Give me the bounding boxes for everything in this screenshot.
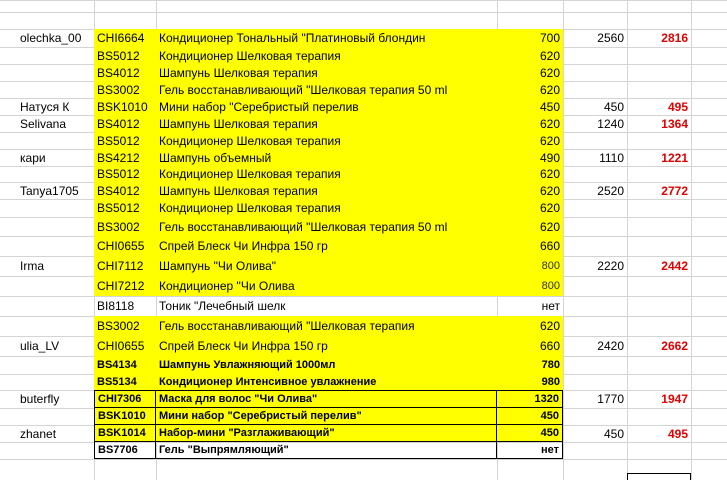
total-cell[interactable]: 1364: [661, 116, 688, 131]
table-row: [0, 199, 727, 217]
product-name-cell[interactable]: Шампунь "Чи Олива": [156, 256, 497, 276]
code-cell[interactable]: BS5012: [94, 47, 156, 64]
code-cell[interactable]: BS3002: [94, 316, 156, 336]
product-name-cell[interactable]: Набор-мини "Разглаживающий": [156, 425, 497, 442]
nick-cell[interactable]: Irma: [20, 259, 44, 273]
code-cell[interactable]: BS5012: [94, 132, 156, 149]
product-name-cell[interactable]: Кондиционер Шелковая терапия: [156, 199, 497, 217]
selected-cell-border: [627, 473, 691, 480]
product-name-cell[interactable]: Шампунь Шелковая терапия: [156, 115, 497, 132]
table-row: [0, 390, 727, 408]
code-cell[interactable]: CHI7306: [94, 390, 156, 408]
sum-cell[interactable]: 1110: [599, 150, 624, 165]
product-name-cell[interactable]: Тоник "Лечебный шелк: [159, 299, 286, 313]
product-name-cell[interactable]: Кондиционер Шелковая терапия: [156, 166, 497, 182]
total-cell[interactable]: 2772: [661, 183, 688, 198]
code-cell[interactable]: CHI0655: [94, 236, 156, 256]
price-cell[interactable]: 980: [497, 374, 563, 390]
table-row: [0, 64, 727, 81]
price-cell[interactable]: 620: [497, 199, 563, 217]
table-row: [0, 29, 727, 47]
product-name-cell[interactable]: Гель "Выпрямляющий": [156, 442, 497, 459]
sum-cell[interactable]: 1240: [597, 116, 624, 131]
price-cell[interactable]: 490: [497, 149, 563, 166]
code-cell[interactable]: BS5012: [94, 166, 156, 182]
total-cell[interactable]: [627, 356, 691, 374]
product-name-cell[interactable]: Шампунь объемный: [156, 149, 497, 166]
table-row: [0, 336, 727, 356]
code-cell[interactable]: BS5012: [94, 199, 156, 217]
code-cell[interactable]: BS5134: [94, 374, 156, 390]
product-name-cell[interactable]: Шампунь Увлажняющий 1000мл: [156, 356, 497, 374]
code-cell[interactable]: BSK1014: [94, 425, 156, 442]
nick-cell[interactable]: [17, 236, 94, 256]
nick-cell[interactable]: buterfly: [20, 392, 60, 406]
price-cell[interactable]: 450: [497, 425, 563, 442]
product-name-cell[interactable]: Кондиционер "Чи Олива: [156, 276, 497, 296]
price-cell[interactable]: 620: [497, 115, 563, 132]
table-row: [0, 316, 727, 336]
product-name-cell[interactable]: Кондиционер Интенсивное увлажнение: [156, 374, 497, 390]
product-name-cell[interactable]: Мини набор "Серебристый перелив: [156, 98, 497, 115]
nick-cell[interactable]: Selivana: [20, 116, 67, 131]
table-row: [0, 47, 727, 64]
product-name-cell[interactable]: Мини набор "Серебристый перелив": [156, 408, 497, 425]
sum-cell[interactable]: 1770: [597, 392, 624, 406]
table-row: [0, 256, 727, 276]
code-cell[interactable]: CHI6664: [94, 29, 156, 47]
price-cell[interactable]: 620: [497, 132, 563, 149]
nick-cell[interactable]: [17, 408, 94, 425]
price-cell[interactable]: 780: [497, 356, 563, 374]
code-cell[interactable]: BS3002: [94, 217, 156, 236]
total-cell[interactable]: [627, 236, 691, 256]
nick-cell[interactable]: [17, 64, 94, 81]
sum-cell[interactable]: 2420: [597, 339, 624, 353]
sum-cell[interactable]: [563, 374, 627, 390]
sum-cell[interactable]: [563, 276, 627, 296]
price-cell[interactable]: 620: [497, 217, 563, 236]
code-cell[interactable]: BS4212: [94, 149, 156, 166]
sum-cell[interactable]: [563, 166, 627, 182]
total-cell[interactable]: [627, 132, 691, 149]
code-cell[interactable]: BSK1010: [94, 98, 156, 115]
total-cell[interactable]: 495: [667, 426, 688, 441]
nick-cell[interactable]: [17, 296, 94, 316]
sum-cell[interactable]: 2560: [597, 31, 624, 45]
sum-cell[interactable]: [563, 217, 627, 236]
nick-cell[interactable]: кари: [20, 150, 46, 165]
price-cell[interactable]: нет: [497, 442, 563, 459]
price-cell[interactable]: 620: [497, 166, 563, 182]
price-cell[interactable]: 660: [497, 336, 563, 356]
table-row: [0, 276, 727, 296]
total-cell[interactable]: 2662: [661, 339, 688, 353]
total-cell[interactable]: [627, 64, 691, 81]
sum-cell[interactable]: [563, 64, 627, 81]
total-cell[interactable]: [627, 374, 691, 390]
code-cell[interactable]: BS4012: [94, 115, 156, 132]
nick-cell[interactable]: [17, 442, 94, 459]
table-row: [0, 296, 727, 316]
price-cell[interactable]: 1320: [497, 390, 563, 408]
table-row: [0, 115, 727, 132]
total-cell[interactable]: [627, 199, 691, 217]
price-cell[interactable]: 620: [497, 182, 563, 199]
price-cell[interactable]: 660: [497, 236, 563, 256]
code-cell[interactable]: BSK1010: [94, 408, 156, 425]
nick-cell[interactable]: zhanet: [20, 426, 57, 441]
price-cell[interactable]: 450: [497, 98, 563, 115]
sum-cell[interactable]: [563, 81, 627, 98]
sum-cell[interactable]: [563, 442, 627, 459]
price-cell[interactable]: 620: [497, 316, 563, 336]
product-name-cell[interactable]: Гель восстанавливающий "Шелковая терапия 50 ml: [156, 217, 497, 236]
product-name-cell[interactable]: Кондиционер Шелковая терапия: [156, 47, 497, 64]
grid-line: [0, 12, 727, 13]
total-cell[interactable]: 1221: [661, 150, 688, 165]
price-cell[interactable]: 450: [497, 408, 563, 425]
nick-cell[interactable]: olechka_00: [20, 31, 82, 45]
total-cell[interactable]: [627, 47, 691, 64]
nick-cell[interactable]: [17, 132, 94, 149]
code-cell[interactable]: BS3002: [94, 81, 156, 98]
sum-cell[interactable]: 2520: [597, 183, 624, 198]
sum-cell[interactable]: 450: [603, 426, 624, 441]
code-cell[interactable]: CHI7112: [94, 256, 156, 276]
table-row: [0, 217, 727, 236]
product-name-cell[interactable]: Маска для волос "Чи Олива": [156, 390, 497, 408]
product-name-cell[interactable]: Гель восстанавливающий "Шелковая терапия: [156, 316, 497, 336]
total-cell[interactable]: [627, 316, 691, 336]
nick-cell[interactable]: [17, 47, 94, 64]
total-cell[interactable]: 495: [667, 99, 688, 114]
code-cell[interactable]: CHI7212: [94, 276, 156, 296]
nick-cell[interactable]: Натуся К: [20, 99, 70, 114]
price-cell[interactable]: 620: [497, 81, 563, 98]
product-name-cell[interactable]: Кондиционер Шелковая терапия: [156, 132, 497, 149]
sum-cell[interactable]: 2220: [597, 259, 624, 273]
total-cell[interactable]: [627, 276, 691, 296]
nick-cell[interactable]: [17, 166, 94, 182]
nick-cell[interactable]: ulia_LV: [20, 339, 60, 353]
product-name-cell[interactable]: Шампунь Шелковая терапия: [156, 182, 497, 199]
total-cell[interactable]: [627, 408, 691, 425]
table-row: [0, 356, 727, 374]
total-cell[interactable]: [627, 81, 691, 98]
total-cell[interactable]: [627, 166, 691, 182]
nick-cell[interactable]: [17, 217, 94, 236]
nick-cell[interactable]: [17, 356, 94, 374]
price-cell[interactable]: 700: [497, 29, 563, 47]
table-row: [0, 149, 727, 166]
sum-cell[interactable]: [563, 47, 627, 64]
total-cell[interactable]: [627, 442, 691, 459]
code-cell[interactable]: BI8118: [97, 299, 135, 313]
sum-cell[interactable]: [563, 199, 627, 217]
nick-cell[interactable]: [17, 374, 94, 390]
total-cell[interactable]: [627, 217, 691, 236]
product-name-cell[interactable]: Шампунь Шелковая терапия: [156, 64, 497, 81]
code-cell[interactable]: BS4012: [94, 64, 156, 81]
table-row: [0, 81, 727, 98]
table-row: [0, 182, 727, 199]
table-row: [0, 132, 727, 149]
sum-cell[interactable]: [563, 408, 627, 425]
code-cell[interactable]: BS4134: [94, 356, 156, 374]
sum-cell[interactable]: [563, 356, 627, 374]
table-row: [0, 166, 727, 182]
price-cell[interactable]: 620: [497, 47, 563, 64]
table-row: [0, 425, 727, 442]
nick-cell[interactable]: [17, 316, 94, 336]
total-cell[interactable]: 2442: [661, 259, 688, 273]
nick-cell[interactable]: Tanya1705: [20, 183, 79, 198]
grid-line: [0, 0, 727, 1]
price-cell[interactable]: 800: [497, 256, 563, 276]
grid-line: [0, 459, 727, 460]
total-cell[interactable]: 1947: [661, 392, 688, 406]
code-cell[interactable]: CHI0655: [94, 336, 156, 356]
product-name-cell[interactable]: Гель восстанавливающий "Шелковая терапия 50 ml: [156, 81, 497, 98]
total-cell[interactable]: [627, 296, 691, 316]
table-row: [0, 236, 727, 256]
nick-cell[interactable]: [17, 276, 94, 296]
table-row: [0, 442, 727, 459]
price-cell[interactable]: 800: [497, 276, 563, 296]
price-cell[interactable]: 620: [497, 64, 563, 81]
product-name-cell[interactable]: Кондиционер Тональный "Платиновый блондин: [156, 29, 497, 47]
table-row: [0, 374, 727, 390]
sum-cell[interactable]: 450: [603, 99, 624, 114]
total-cell[interactable]: 2816: [661, 31, 688, 45]
nick-cell[interactable]: [17, 199, 94, 217]
code-cell[interactable]: BS4012: [94, 182, 156, 199]
table-row: [0, 408, 727, 425]
product-name-cell[interactable]: Спрей Блеск Чи Инфра 150 гр: [156, 336, 497, 356]
code-cell[interactable]: BS7706: [94, 442, 156, 459]
sum-cell[interactable]: [563, 296, 627, 316]
table-row: [0, 98, 727, 115]
sum-cell[interactable]: [563, 132, 627, 149]
nick-cell[interactable]: [17, 81, 94, 98]
sum-cell[interactable]: [563, 236, 627, 256]
price-cell[interactable]: нет: [541, 299, 560, 313]
product-name-cell[interactable]: Спрей Блеск Чи Инфра 150 гр: [156, 236, 497, 256]
sum-cell[interactable]: [563, 316, 627, 336]
